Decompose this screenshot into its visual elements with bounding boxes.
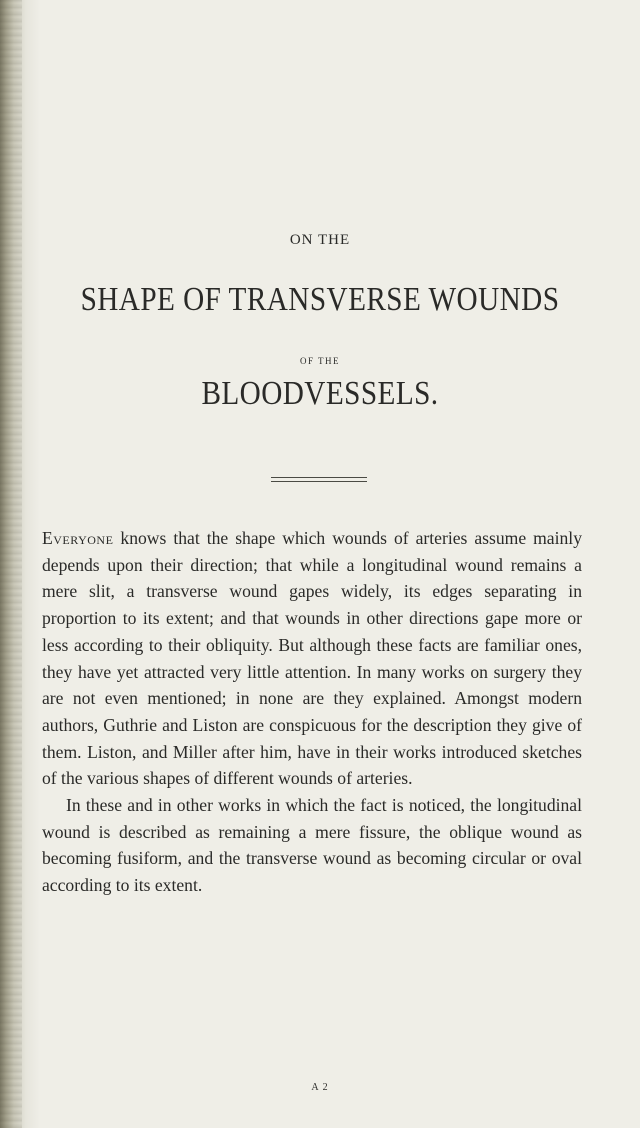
title-divider-top [271,477,367,478]
page-title: SHAPE OF TRANSVERSE WOUNDS [80,281,560,318]
body-text [42,525,582,899]
heading-on-the: ON THE [289,232,351,248]
book-binding-edge [0,0,22,1128]
paragraph-1-text: knows that the shape which wounds of arteries assume mainly depends upon their direction; that while a longitudinal wound remains a mere slit, a transverse wound gapes widely, its edges separating in proportion to its extent; and that wounds in other directions gape more or less according to their obliquity. But although these facts are familiar ones, they have yet attracted very little attention. In many works on surgery they are not even mentioned; in none are they explained. Amongst modern authors, Guthrie and Liston are conspicuous for the description they give of them. Liston, and Miller after him, have in their works introduced sketches of the various shapes of different wounds of arteries. [42,528,582,789]
heading-of-the: OF THE [299,356,341,366]
paragraph-2: In these and in other works in which the fact is noticed, the longitudinal wound is described as remaining a mere fissure, the oblique wound as becoming fusiform, and the transverse wound as becoming circular or oval according to its extent. [42,795,582,896]
signature-mark: A 2 [311,1082,329,1093]
paragraph-lead-word: Everyone [42,528,114,548]
title-divider-bottom [271,481,367,482]
page-subtitle: BLOODVESSELS. [201,375,439,412]
paragraph-1 [42,525,582,792]
